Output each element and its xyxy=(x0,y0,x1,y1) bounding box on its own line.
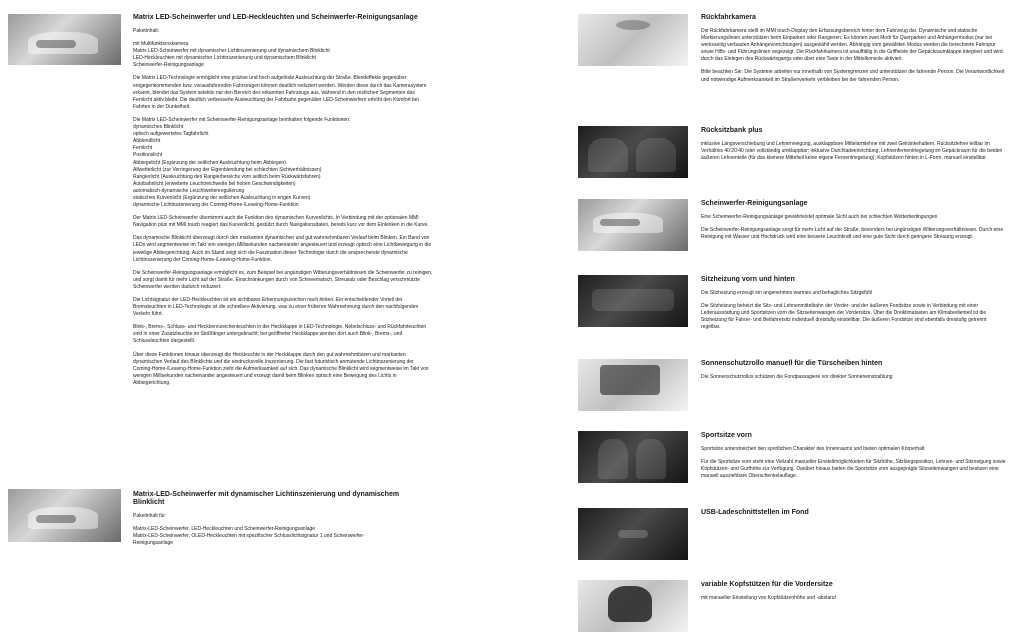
section-title: variable Kopfstützen für die Vordersitze xyxy=(701,581,833,588)
section-headlight-cleaning xyxy=(701,200,1007,247)
section-rear-camera xyxy=(701,14,1007,90)
paragraph: inklusive Längsverschiebung und Lehnenneigung, ausklappbare Mittelarmlehne mit zwei Getränkehaltern, Rücksitzlehne teilbar im Verhältnis 40:20:40 oder vollständig umklappbar; inklusive Durchladeeinrichtung, Lehnenfernentriegelung im Gepäckraum für die beiden äußeren Lehnenteile (für das kleinere Mittelteil keine eigene Fernentriegelung); Kopfstützen hinten in L-Form, manuell einstellbar xyxy=(701,141,1003,162)
paragraph: Die Matrix LED-Technologie ermöglicht eine präzise und hoch aufgelöste Ausleuchtung der Straße. Blendeffekte gegenüber entgegenkommenden bzw. vorausfahrenden Fahrzeugen können deutlich reduziert werden. Werden diese durch das Kamerasystem erkannt, blendet das System selektiv nur den Bereich des erkannten Fahrzeugs aus, während in den restlichen Segmenten das Fernlicht aktiv bleibt. Die deutlich verbesserte Ausleuchtung der Fahrbahn gegenüber LED-Scheinwerfern erhöht den Komfort bei Fahrten in der Dunkelheit. xyxy=(133,75,427,110)
rear-camera-image xyxy=(578,14,688,66)
headrest-image xyxy=(578,580,688,632)
section-matrix-led-dynamic xyxy=(133,491,423,553)
section-title: Matrix LED-Scheinwerfer und LED-Heckleuchten und Scheinwerfer-Reinigungsanlage xyxy=(133,14,418,21)
section-title: USB-Ladeschnittstellen im Fond xyxy=(701,509,809,516)
package-items: mit Multifunktionskamera Matrix LED-Scheinwerfer mit dynamischer Lichtinszenierung und dynamischem Blinklicht LED-Heckleuchten mit dynamischer Lichtinszenierung und dynamischem Blinklicht Scheinwerfer-Reinigungsanlage xyxy=(133,41,330,69)
sunshade-image xyxy=(578,359,688,411)
headlight-image xyxy=(8,14,121,65)
section-title: Rückfahrkamera xyxy=(701,14,756,21)
seat-heating-image xyxy=(578,275,688,327)
paragraph: Die Scheinwerfer-Reinigungsanlage ermöglicht es, zum Beispiel bei ungünstigen Witterungsverhältnissen die Scheinwerfer zu reinigen, und sorgt damit für mehr Licht auf der Straße. Einschränkungen durch von Schneematsch, Streusalz oder Beschlag verschmutzte Scheinwerfer werden dadurch reduziert. xyxy=(133,269,433,290)
section-title: Sportsitze vorn xyxy=(701,432,752,439)
section-title: Sitzheizung vorn und hinten xyxy=(701,276,795,283)
paragraph: mit manueller Einstellung von Kopfstützenhöhe und -abstand xyxy=(701,595,836,601)
section-usb-charging xyxy=(701,509,1007,523)
section-rear-seat xyxy=(701,127,1007,168)
paragraph: Blink-, Brems-, Schluss- und Heckkennzeichenleuchten in der Heckklappe in LED-Technologie. Nebelschluss- und Rückfahrleuchten sind in einer Zusatzleuchte im Stoßfänger untergebracht; bei geöffneter Heckklappe werden dort auch Blink-, Brems-, und Schlussleuchten dargestellt. xyxy=(133,324,427,345)
paragraph: Die Sitzheizung erzeugt ein angenehmes warmes und behagliches Sitzgefühl xyxy=(701,290,873,296)
paragraph: Eine Scheinwerfer-Reinigungsanlage gewährleistet optimale Sicht auch bei schlechten Wetterbedingungen xyxy=(701,214,938,220)
section-title: Scheinwerfer-Reinigungsanlage xyxy=(701,200,808,207)
section-title: Sonnenschutzrollo manuell für die Türscheiben hinten xyxy=(701,360,883,367)
paragraph: Die Sonnenschutzrollos schützen die Fondpassagiere vor direkter Sonneneinstrahlung xyxy=(701,374,893,380)
paragraph: Bitte beachten Sie: Die Systeme arbeiten nur innerhalb von Systemgrenzen und unterstützen die fahrende Person. Die Verantwortlichkeit und notwendige Aufmerksamkeit im Straßenverkehr verbleiben bei der fahrenden Person. xyxy=(701,69,1005,83)
package-items: Matrix-LED-Scheinwerfer, LED-Heckleuchten und Scheinwerfer-Reinigungsanlage Matrix-LED-Scheinwerfer, OLED-Heckleuchten mit spezifischer Schlusslichtsignatur 1 und Scheinwerfer- Reinigungsanlage xyxy=(133,526,365,547)
section-title: Matrix-LED-Scheinwerfer mit dynamischer Lichtinszenierung und dynamischem Blinklicht xyxy=(133,491,400,506)
headlight-image-2 xyxy=(8,489,121,542)
function-list: Die Matrix LED-Scheinwerfer mit Scheinwerfer-Reinigungsanlage beinhalten folgende Funktionen: dynamisches Blinklicht optisch aufgewertetes Tagfahrlicht Abblendlicht Fernlicht Positionslicht Abbiegelicht (Ergänzung der seitlichen Ausleuchtung beim Abbiegen) Allwetterlicht (zur Verringerung der Eigenblendung bei schlechten Sichtverhältnissen) Rangierlicht (Ausleuchtung des Rangierbereichs vorn seitlich beim Rückwärtsfahren) Autobahnlicht (erweiterte Leuchtreichweite bei hohen Geschwindigkeiten) automatisch-dynamische Leuchtweitenregulierung statisches Kurvenlicht (Ergänzung der seitlichen Ausleuchtung in engen Kurven) dynamische Lichtinszenierung der Coming-Home-/Leaving-Home-Funktion xyxy=(133,116,351,209)
section-sunshade xyxy=(701,360,1007,387)
paragraph: Die Rückfahrkamera stellt im MMI touch-Display den Erfassungsbereich hinter dem Fahrzeug dar. Dynamische und statische Markierungslinien unterstützen beim Einparken oder Rangieren. Es können zwei Modi für Querparken und Anhängermodus (nur bei werksseitig verbauten Anhängevorrichtungen) ausgewählt werden. Abhängig vom gewählten Modus werden die berechnete Fahrspur sowie Hilfs- und Führungslinien angezeigt. Die Rückfahrkamera ist unauffällig in die Griffleiste der Gepäckraumklappe integriert und wird durch das Einlegen des Rückwärtsgangs oder über eine Taste in der Mittelkonsole aktiviert. xyxy=(701,28,1003,63)
section-seat-heating xyxy=(701,276,1007,337)
usb-charging-image xyxy=(578,508,688,560)
section-title: Rücksitzbank plus xyxy=(701,127,763,134)
paragraph: Das dynamische Blinklicht überzeugt durch den markanten dynamischen und gut wahrnehmbaren Verlauf beim Blinken. Ein Band von LEDs wird segmentweise im Takt von wenigen Millisekunden nacheinander angesteuert und erzeugt optisch eine Lichtbewegung in die jeweilige Abbiegerichtung. Auch im Stand zeigt sich die Faszination dieser Technologie durch die ansprechende dynamische Lichtinszenierung der Coming-Home-/Leaving-Home-Funktion. xyxy=(133,235,432,263)
package-label: Paketinhalt: xyxy=(133,28,160,34)
section-matrix-led xyxy=(133,14,433,393)
paragraph: Der Matrix LED-Scheinwerfer übernimmt auch die Funktion des dynamischen Kurvenlichts. In Verbindung mit der optionalen MMI Navigation plus mit MMI touch reagiert das Kurvenlicht, gestützt durch Navigationsdaten, bereits kurz vor dem Einlenken in die Kurve. xyxy=(133,215,429,229)
sport-seats-image xyxy=(578,431,688,483)
rear-seat-image xyxy=(578,126,688,178)
section-sport-seats xyxy=(701,432,1007,486)
paragraph: Die Scheinwerfer-Reinigungsanlage sorgt für mehr Licht auf der Straße, besonders bei ungünstigen Witterungsverhältnissen. Durch eine Reinigung mit Wasser und Hochdruck wird eine bessere Leuchtkraft und eine gute Sicht durch geringere Streuung erzeugt. xyxy=(701,227,1004,241)
paragraph: Die Lichtsignatur der LED-Heckleuchten ist ein sichtbares Erkennungszeichen nach hinten. Ein entscheidender Vorteil der Bremsleuchten in LED-Technologie ist die schnellere Aktivierung, was zu einer früheren Wahrnehmung durch den nachfolgenden Verkehr führt. xyxy=(133,297,419,318)
paragraph: Über diese Funktionen hinaus überzeugt die Heckleuchte in der Heckklappe durch den gut wahrnehmbaren und markanten dynamischen Verlauf des Blinklichts und die eindrucksvolle Inszenierung. Die fast futuristisch anmutende Lichtinszenierung der Coming-Home-/Leaving-Home-Funktion zieht die Aufmerksamkeit auf sich. Das dynamische Blinklicht wird segmentweise im Takt von wenigen Millisekunden nacheinander angesteuert und erzeugt damit beim Blinken optisch eine Bewegung des Lichts in Abbiegerichtung. xyxy=(133,351,429,386)
package-label: Paketinhalt für: xyxy=(133,513,167,519)
section-headrests xyxy=(701,581,1007,608)
headlight-cleaning-image xyxy=(578,199,688,251)
paragraph: Die Sitzheizung beheizt die Sitz- und Lehnenmittelbahn der Vorder- und der äußeren Fondsitze sowie in Verbindung mit einer Lederausstattung und Sportsitzen vorn die Sitzseitenwangen der Vordersitze. Über die Dreiklimatasten am Klimabedienteil ist die Sitzheizung für Fahrer- und Beifahrersitz individuell dreistufig einstellbar. Die äußeren Fondsitze sind ebenfalls dreistufig getrennt regelbar. xyxy=(701,303,987,331)
paragraph: Für die Sportsitze vorn steht eine Vielzahl manueller Einstellmöglichkeiten für Sitzhöhe, Sitzlängsposition, Lehnen- und Sitzneigung sowie Kopfstützen- und Gurthöhe zur Verfügung. Darüber hinaus bieten die Sportsitze vorn ausgeprägte Sitzseitenwangen und besitzen eine manuell ausziehbare Oberschenkelauflage. xyxy=(701,459,1006,480)
paragraph: Sportsitze unterstreichen den sportlichen Charakter des Innenraums und bieten optimalen Körperhalt xyxy=(701,446,925,452)
